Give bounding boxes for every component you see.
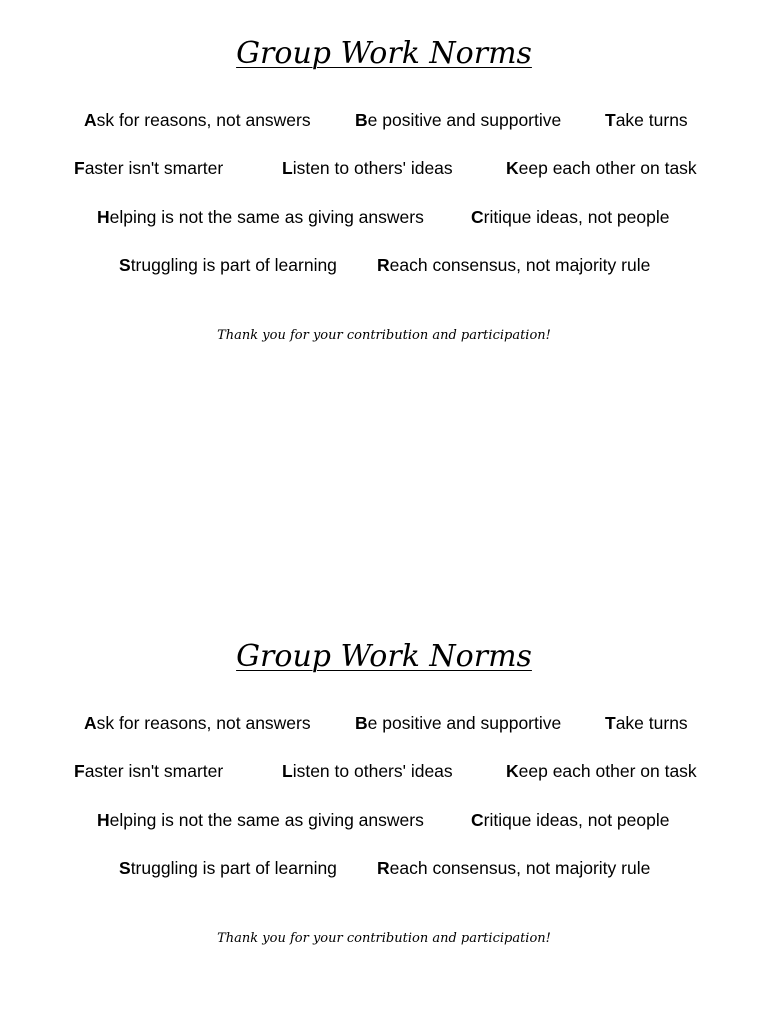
norm-keep-on-task: Keep each other on task — [506, 761, 697, 781]
norm-listen: Listen to others' ideas — [282, 761, 453, 781]
norm-faster: Faster isn't smarter — [74, 158, 224, 178]
norm-struggling: Struggling is part of learning — [119, 255, 337, 275]
norm-helping: Helping is not the same as giving answers — [97, 207, 424, 227]
norm-be-positive: Be positive and supportive — [355, 713, 562, 733]
norm-reach-consensus: Reach consensus, not majority rule — [377, 255, 651, 275]
norm-critique: Critique ideas, not people — [471, 207, 670, 227]
norm-critique: Critique ideas, not people — [471, 810, 670, 830]
thank-you-note: Thank you for your contribution and participation! — [217, 931, 551, 946]
norms-card-top — [0, 30, 768, 370]
norm-faster: Faster isn't smarter — [74, 761, 224, 781]
norm-keep-on-task: Keep each other on task — [506, 158, 697, 178]
card-title: Group Work Norms — [236, 36, 532, 71]
norm-take-turns: Take turns — [605, 713, 688, 733]
norm-struggling: Struggling is part of learning — [119, 858, 337, 878]
norm-be-positive: Be positive and supportive — [355, 110, 562, 130]
norm-listen: Listen to others' ideas — [282, 158, 453, 178]
norms-card-bottom — [0, 633, 768, 973]
thank-you-note: Thank you for your contribution and participation! — [217, 328, 551, 343]
norm-ask: Ask for reasons, not answers — [84, 713, 311, 733]
norm-ask: Ask for reasons, not answers — [84, 110, 311, 130]
card-title: Group Work Norms — [236, 639, 532, 674]
norm-reach-consensus: Reach consensus, not majority rule — [377, 858, 651, 878]
norm-helping: Helping is not the same as giving answers — [97, 810, 424, 830]
norm-take-turns: Take turns — [605, 110, 688, 130]
